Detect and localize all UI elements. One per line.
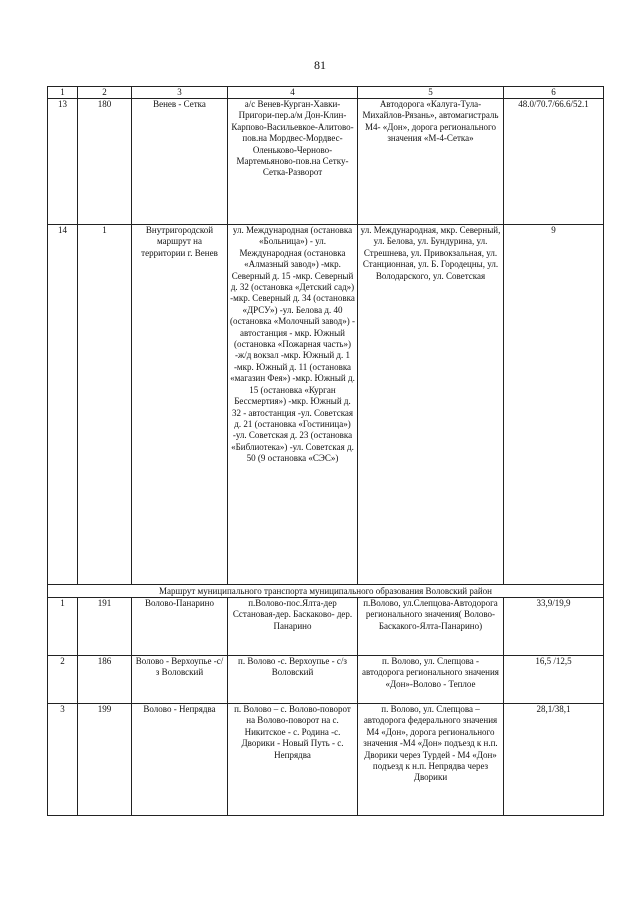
route-name-cell: Волово - Непрядва — [132, 704, 228, 816]
header-cell: 6 — [504, 87, 604, 99]
route-path-cell: п.Волово-пос.Ялта-дер Сстановая-дер. Баскаково- дер. Панарино — [228, 598, 358, 656]
length-cell: 28,1/38,1 — [504, 704, 604, 816]
table-row — [48, 99, 604, 225]
header-cell: 4 — [228, 87, 358, 99]
section-title: Маршрут муниципального транспорта муниципального образования Воловский район — [48, 585, 604, 598]
route-number-cell: 186 — [78, 656, 132, 704]
route-path-cell: п. Волово -с. Верхоупье - с/з Воловский — [228, 656, 358, 704]
routes-table — [47, 86, 604, 816]
header-cell: 1 — [48, 87, 78, 99]
route-path-cell: ул. Международная (остановка «Больница») - ул. Международная (остановка «Алмазный завод») -мкр. Северный д. 15 -мкр. Северный д. 32 (остановка «Детский сад») -мкр. Северный д. 34 (остановка «ДРСУ») -ул. Белова д. 40 (остановка «Молочный завод») - автостанция - мкр. Южный (остановка «Пожарная часть») -ж/д вокзал -мкр. Южный д. 1 -мкр. Южный д. 11 (остановка «магазин Фея») -мкр. Южный д. 15 (остановка «Курган Бессмертия») -мкр. Южный д. 32 - автостанция -ул. Советская д. 21 (остановка «Гостиница») -ул. Советская д. 23 (остановка «Библиотека») -ул. Советская д. 50 (9 остановка «СЭС») — [228, 225, 358, 585]
roads-cell: п.Волово, ул.Слепцова-Автодорога регионального значения( Волово-Баскакого-Ялта-Панарино) — [358, 598, 504, 656]
header-cell: 3 — [132, 87, 228, 99]
route-path-cell: п. Волово – с. Волово-поворот на Волово-поворот на с. Никитское - с. Родина -с. Дворики - Новый Путь - с. Непрядва — [228, 704, 358, 816]
route-name-cell: Волово-Панарино — [132, 598, 228, 656]
table-row — [48, 598, 604, 656]
table-row — [48, 704, 604, 816]
route-number-cell: 1 — [78, 225, 132, 585]
header-cell: 2 — [78, 87, 132, 99]
route-number-cell: 180 — [78, 99, 132, 225]
row-number-cell: 3 — [48, 704, 78, 816]
route-name-cell: Внутригородской маршрут на территории г. Венев — [132, 225, 228, 585]
length-cell: 33,9/19,9 — [504, 598, 604, 656]
roads-cell: п. Волово, ул. Слепцова – автодорога федерального значения М4 «Дон», дорога регионального значения -М4 «Дон» подъезд к н.п. Дворики через Турдей - М4 «Дон» подъезд к н.п. Непрядва через Дворики — [358, 704, 504, 816]
row-number-cell: 14 — [48, 225, 78, 585]
header-cell: 5 — [358, 87, 504, 99]
length-cell: 9 — [504, 225, 604, 585]
roads-cell: ул. Международная, мкр. Северный, ул. Белова, ул. Бундурина, ул. Стрешнева, ул. Привокзальная, ул. Станционная, ул. Б. Городецны, ул. Володарского, ул. Советская — [358, 225, 504, 585]
route-name-cell: Венев - Сетка — [132, 99, 228, 225]
row-number-cell: 1 — [48, 598, 78, 656]
row-number-cell: 2 — [48, 656, 78, 704]
length-cell: 16,5 /12,5 — [504, 656, 604, 704]
table-header-row — [48, 87, 604, 99]
roads-cell: п. Волово, ул. Слепцова - автодорога регионального значения «Дон»-Волово - Теплое — [358, 656, 504, 704]
table-row — [48, 225, 604, 585]
table-row — [48, 656, 604, 704]
route-number-cell: 191 — [78, 598, 132, 656]
route-path-cell: а/с Венев-Курган-Хавки-Пригори-пер.а/м Дон-Клин-Карпово-Васильевкое-Алитово-пов.на Мордвес-Мордвес-Оленьково-Черново-Мартемьяново-пов.на Сетку-Сетка-Разворот — [228, 99, 358, 225]
length-cell: 48.0/70.7/66.6/52.1 — [504, 99, 604, 225]
roads-cell: Автодорога «Калуга-Тула-Михайлов-Рязань», автомагистраль М4- «Дон», дорога регионального значения «М-4-Сетка» — [358, 99, 504, 225]
section-header-row — [48, 585, 604, 598]
route-name-cell: Волово - Верхоупье -с/з Воловский — [132, 656, 228, 704]
row-number-cell: 13 — [48, 99, 78, 225]
page-number: 81 — [314, 58, 326, 72]
route-number-cell: 199 — [78, 704, 132, 816]
